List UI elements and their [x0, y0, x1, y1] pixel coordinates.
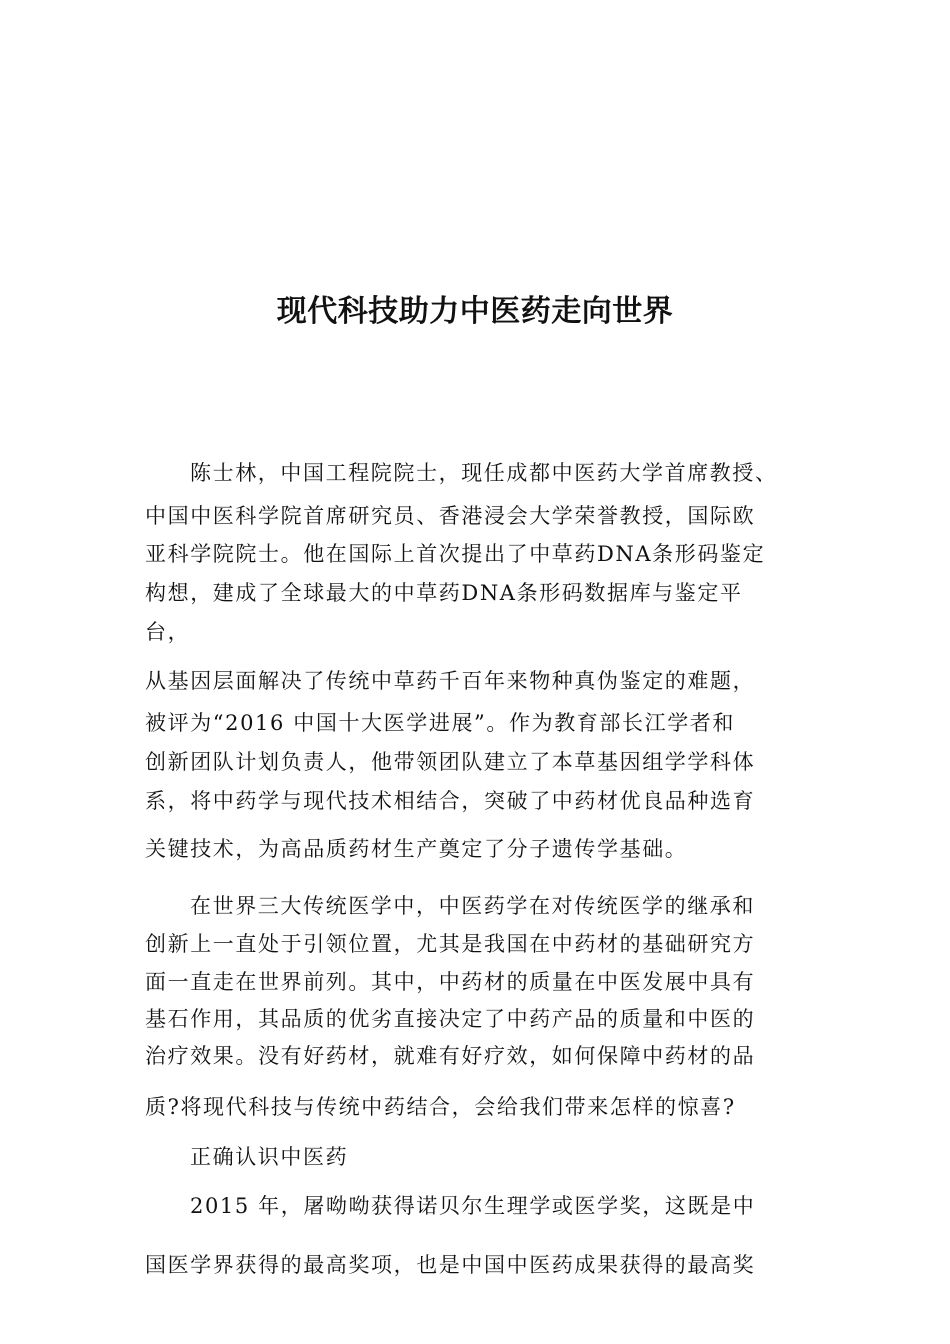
paragraph-line: 创新团队计划负责人，他带领团队建立了本草基因组学学科体 — [145, 750, 756, 774]
paragraph-line: 中国中医科学院首席研究员、香港浸会大学荣誉教授，国际欧 — [145, 504, 756, 528]
paragraph-line: 陈士林，中国工程院院士，现任成都中医药大学首席教授、 — [190, 461, 778, 485]
paragraph-line: 被评为“2016 中国十大医学进展”。作为教育部长江学者和 — [145, 711, 735, 735]
document-title: 现代科技助力中医药走向世界 — [276, 294, 674, 329]
paragraph-line: 在世界三大传统医学中，中医药学在对传统医学的继承和 — [190, 894, 755, 918]
paragraph-line: 系，将中药学与现代技术相结合，突破了中药材优良品种选育 — [145, 789, 756, 813]
paragraph-line: 关键技术，为高品质药材生产奠定了分子遗传学基础。 — [145, 837, 688, 861]
paragraph-line: 构想，建成了全球最大的中草药DNA条形码数据库与鉴定平 — [145, 581, 743, 605]
section-heading: 正确认识中医药 — [190, 1145, 349, 1169]
paragraph-line: 从基因层面解决了传统中草药千百年来物种真伪鉴定的难题， — [145, 669, 756, 693]
paragraph-line: 基石作用，其品质的优劣直接决定了中药产品的质量和中医的 — [145, 1007, 756, 1031]
paragraph-line: 台， — [145, 620, 191, 644]
paragraph-line: 治疗效果。没有好药材，就难有好疗效，如何保障中药材的品 — [145, 1044, 756, 1068]
paragraph-line: 国医学界获得的最高奖项，也是中国中医药成果获得的最高奖 — [145, 1253, 756, 1277]
paragraph-line: 面一直走在世界前列。其中，中药材的质量在中医发展中具有 — [145, 970, 756, 994]
paragraph-line: 质?将现代科技与传统中药结合，会给我们带来怎样的惊喜? — [145, 1095, 736, 1119]
paragraph-line: 2015 年，屠呦呦获得诺贝尔生理学或医学奖，这既是中 — [190, 1194, 756, 1218]
paragraph-line: 创新上一直处于引领位置，尤其是我国在中药材的基础研究方 — [145, 932, 756, 956]
paragraph-line: 亚科学院院士。他在国际上首次提出了中草药DNA条形码鉴定 — [145, 542, 766, 566]
